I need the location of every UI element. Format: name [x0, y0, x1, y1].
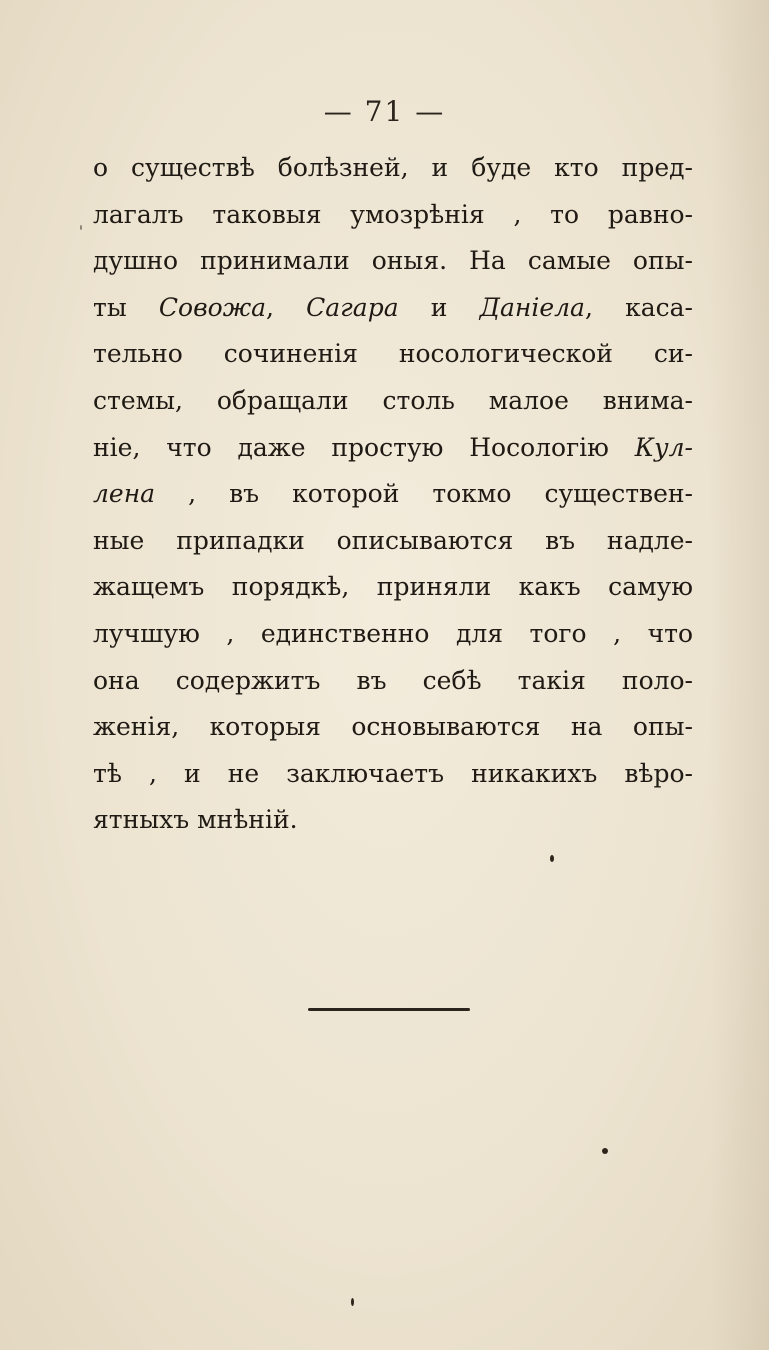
text-line: [93, 797, 693, 844]
text-line: [93, 238, 693, 285]
end-rule: [308, 1008, 470, 1011]
page-number: — 71 —: [323, 95, 446, 128]
text-line: [93, 704, 693, 751]
text-line: [93, 285, 693, 332]
text-line: [93, 658, 693, 705]
text-run: женія, которыя основываются на опы-: [93, 712, 693, 742]
italic-name: лена: [93, 479, 156, 509]
text-line: [93, 751, 693, 798]
text-run: душно принимали оныя. На самые опы-: [93, 246, 693, 276]
text-line: [93, 518, 693, 565]
text-line: [93, 378, 693, 425]
text-run: ты: [93, 292, 159, 322]
text-run: тѣ , и не заключаетъ никакихъ вѣро-: [93, 758, 693, 788]
text-run: ятныхъ мнѣній.: [93, 805, 298, 835]
text-run: тельно сочиненія носологической си-: [93, 339, 693, 369]
italic-name: Сагара: [306, 292, 399, 322]
italic-name: Кул-: [634, 432, 693, 462]
text-line: [93, 564, 693, 611]
text-run: ные припадки описываются въ надле-: [93, 525, 693, 555]
text-run: жащемъ порядкѣ, приняли какъ самую: [93, 572, 693, 602]
text-line: [93, 425, 693, 472]
ink-speck: [550, 855, 554, 862]
text-run: лагалъ таковыя умозрѣнія , то равно-: [93, 199, 693, 229]
text-run: ніе, что даже простую Носологію: [93, 432, 635, 462]
text-line: [93, 145, 693, 192]
text-run: и: [398, 292, 480, 322]
page-edge-shadow: [709, 0, 769, 1350]
text-run: лучшую , единственно для того , что: [93, 618, 693, 648]
ink-speck: [80, 225, 82, 230]
text-line: [93, 331, 693, 378]
italic-name: Даніела: [479, 292, 585, 322]
text-run: ,: [266, 292, 307, 322]
ink-speck: [351, 1298, 354, 1306]
text-run: о существѣ болѣзней, и буде кто пред-: [93, 153, 693, 182]
text-run: , въ которой токмо существен-: [155, 479, 693, 509]
text-line: [93, 471, 693, 518]
text-line: [93, 611, 693, 658]
text-line: [93, 192, 693, 239]
text-run: стемы, обращали столь малое внима-: [93, 385, 693, 415]
italic-name: Совожа: [158, 292, 267, 322]
ink-speck: [602, 1148, 608, 1154]
text-run: , каса-: [584, 292, 693, 322]
body-text: [93, 145, 693, 844]
text-run: она содержитъ въ себѣ такія поло-: [93, 665, 693, 695]
